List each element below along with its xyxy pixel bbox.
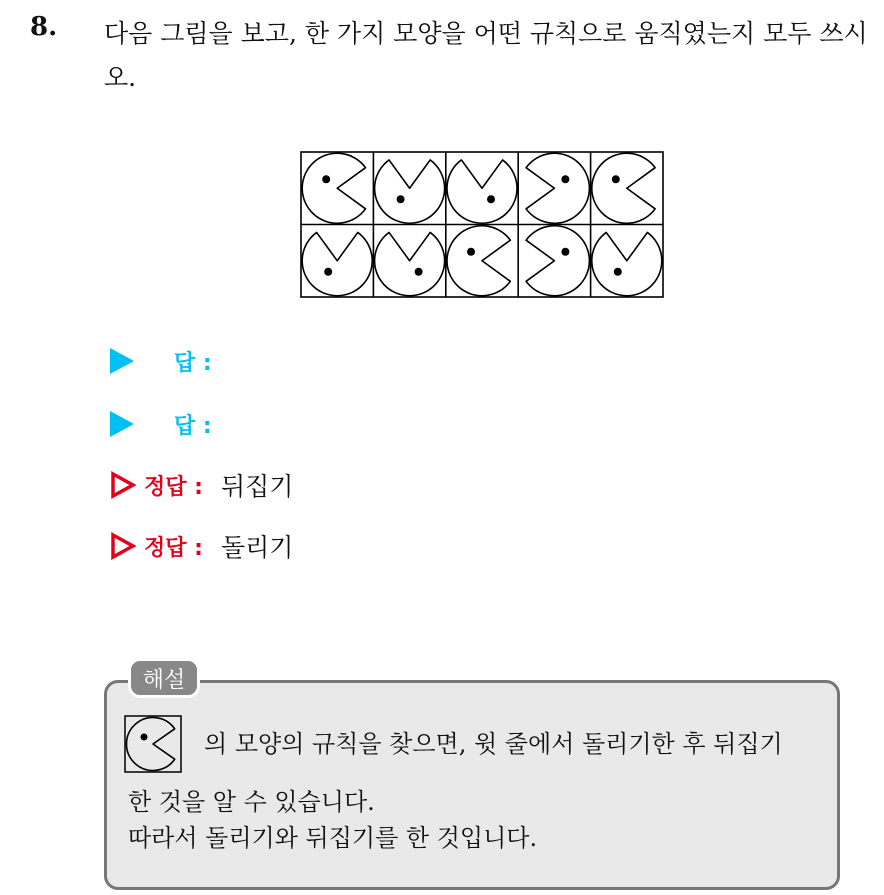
pacman-eye-dot xyxy=(561,248,569,256)
answer-marker-icon xyxy=(110,348,134,374)
correct-answer-value: 뒤집기 xyxy=(220,472,294,501)
question-number: 8. xyxy=(30,12,58,42)
pacman-eye-dot xyxy=(561,175,569,183)
pacman-eye-dot xyxy=(467,248,475,256)
answer-marker-icon xyxy=(110,411,134,437)
pacman-eye-dot xyxy=(322,175,330,183)
answer-label: 답 : xyxy=(174,413,212,439)
pacman-eye-dot xyxy=(612,175,620,183)
correct-marker-icon xyxy=(110,471,136,499)
pacman-shape xyxy=(592,232,662,295)
pacman-shape xyxy=(447,226,510,296)
correct-answer-row-1 xyxy=(110,465,293,505)
pacman-shape xyxy=(592,153,655,223)
explanation-line-3: 따라서 돌리기와 뒤집기를 한 것입니다. xyxy=(128,824,538,852)
pacman-shape xyxy=(526,226,589,296)
correct-answer-label: 정답 : xyxy=(144,474,203,500)
pacman-eye-dot xyxy=(397,195,405,203)
pacman-eye-dot xyxy=(487,195,495,203)
question-text: 다음 그림을 보고, 한 가지 모양을 어떤 규칙으로 움직였는지 모두 쓰시오. xyxy=(104,19,868,92)
correct-answer-row-2 xyxy=(110,526,293,566)
explanation-line-2: 한 것을 알 수 있습니다. xyxy=(128,788,375,816)
pacman-shape xyxy=(526,153,589,223)
answer-label: 답 : xyxy=(174,350,212,376)
pacman-shape xyxy=(375,232,445,295)
correct-marker-icon xyxy=(110,532,136,560)
pacman-eye-dot xyxy=(324,268,332,276)
correct-answer-value: 돌리기 xyxy=(220,533,294,562)
pacman-shape xyxy=(302,232,372,295)
explanation-line-1: 의 모양의 규칙을 찾으면, 윗 줄에서 돌리기한 후 뒤집기 xyxy=(204,730,783,758)
explanation-body xyxy=(128,784,537,856)
pacman-shape xyxy=(375,160,445,223)
explanation-tag: 해설 xyxy=(128,658,200,698)
pacman-shape-icon xyxy=(124,715,182,773)
pacman-shape xyxy=(302,153,365,223)
pacman-figure xyxy=(300,151,664,299)
pacman-shape xyxy=(447,160,517,223)
pacman-eye-dot xyxy=(614,268,622,276)
correct-answer-label: 정답 : xyxy=(144,535,203,561)
pacman-eye-dot xyxy=(415,268,423,276)
answer-row-1 xyxy=(110,341,230,381)
answer-row-2 xyxy=(110,404,230,444)
